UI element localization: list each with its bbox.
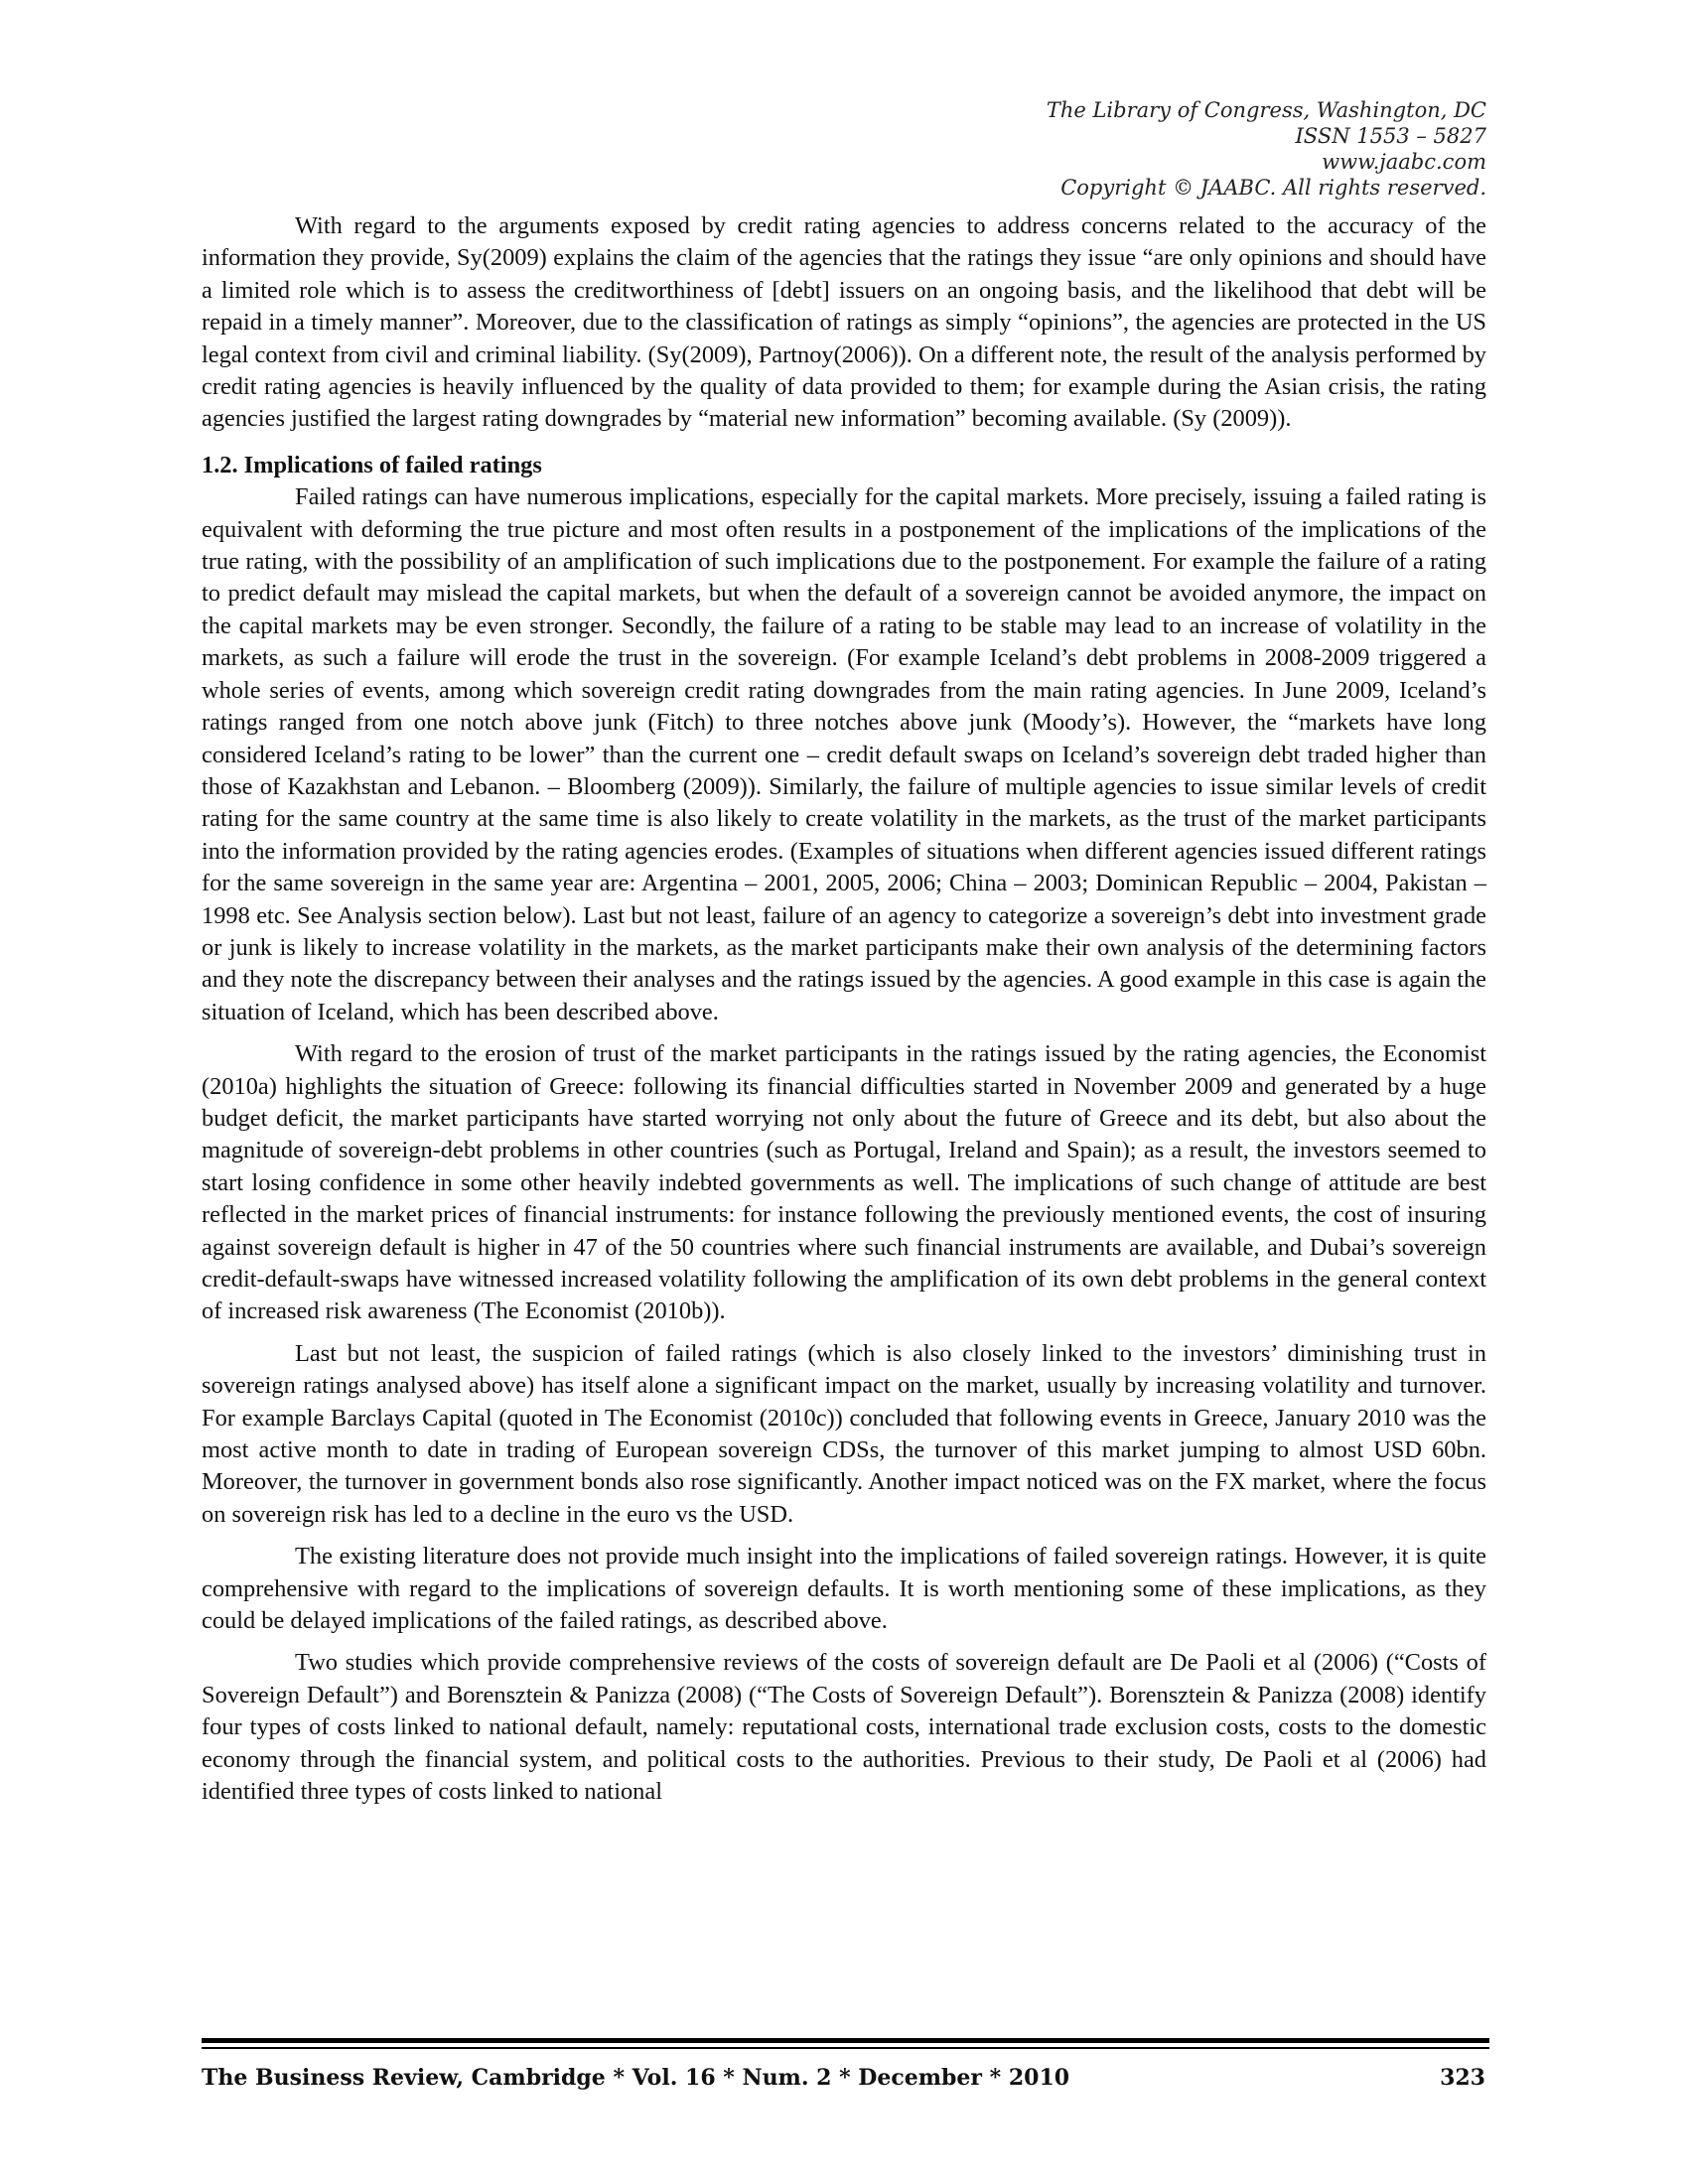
paragraph-6: Two studies which provide comprehensive reviews of the costs of sovereign default are De Paoli et al (2006) (“Costs of Sovereign Default”) and Borensztein & Panizza (2008) (“The Costs of Sovereign Default”). Borensztein & Panizza (2008) identify four types of costs linked to national default, namely: reputational costs, international trade exclusion costs, costs to the domestic economy through the financial system, and political costs to the authorities. Previous to their study, De Paoli et al (2006) had identified three types of costs linked to national xyxy=(202,1649,1486,1806)
page-number: 323 xyxy=(1440,2065,1485,2091)
paragraph-5: The existing literature does not provide much insight into the implications of failed sovereign ratings. However, it is quite comprehensive with regard to the implications of sovereign defaults. It is worth mentioning some of these implications, as they could be delayed implications of the failed ratings, as described above. xyxy=(202,1543,1486,1635)
footer-journal-info: The Business Review, Cambridge * Vol. 16 * Num. 2 * December * 2010 xyxy=(202,2065,1070,2091)
section-heading: 1.2. Implications of failed ratings xyxy=(202,451,542,478)
paragraph-3: With regard to the erosion of trust of the market participants in the ratings issued by the rating agencies, the Economist (2010a) highlights the situation of Greece: following its financial difficulties started in November 2009 and generated by a huge budget deficit, the market participants have started worrying not only about the future of Greece and its debt, but also about the magnitude of sovereign-debt problems in other countries (such as Portugal, Ireland and Spain); as a result, the investors seemed to start losing confidence in some other heavily indebted governments as well. The implications of such change of attitude are best reflected in the market prices of financial instruments: for instance following the previously mentioned events, the cost of insuring against sovereign default is higher in 47 of the 50 countries where such financial instruments are available, and Dubai’s sovereign credit-default-swaps have witnessed increased volatility following the amplification of its own debt problems in the general context of increased risk awareness (The Economist (2010b)). xyxy=(202,1040,1486,1325)
header-line-issn: ISSN 1553 – 5827 xyxy=(1295,124,1486,148)
paragraph-2: Failed ratings can have numerous implications, especially for the capital markets. More precisely, issuing a failed rating is equivalent with deforming the true picture and most often results in a postponement of the implications of the implications of the true rating, with the possibility of an amplification of such implications due to the postponement. For example the failure of a rating to predict default may mislead the capital markets, but when the default of a sovereign cannot be avoided anymore, the impact on the capital markets may be even stronger. Secondly, the failure of a rating to be stable may lead to an increase of volatility in the markets, as such a failure will erode the trust in the sovereign. (For example Iceland’s debt problems in 2008-2009 triggered a whole series of events, among which sovereign credit rating downgrades from the main rating agencies. In June 2009, Iceland’s ratings ranged from one notch above junk (Fitch) to three notches above junk (Moody’s). However, the “markets have long considered Iceland’s rating to be lower” than the current one – credit default swaps on Iceland’s sovereign debt traded higher than those of Kazakhstan and Lebanon. – Bloomberg (2009)). Similarly, the failure of multiple agencies to issue similar levels of credit rating for the same country at the same time is also likely to create volatility in the markets, as the trust of the market participants into the information provided by the rating agencies erodes. (Examples of situations when different agencies issued different ratings for the same sovereign in the same year are: Argentina – 2001, 2005, 2006; China – 2003; Dominican Republic – 2004, Pakistan – 1998 etc. See Analysis section below). Last but not least, failure of an agency to categorize a sovereign’s debt into investment grade or junk is likely to increase volatility in the markets, as the market participants make their own analysis of the determining factors and they note the discrepancy between their analyses and the ratings issued by the agencies. A good example in this case is again the situation of Iceland, which has been described above. xyxy=(202,483,1486,1025)
header-line-website: www.jaabc.com xyxy=(1322,150,1486,174)
header-line-copyright: Copyright © JAABC. All rights reserved. xyxy=(1060,176,1486,200)
paragraph-1: With regard to the arguments exposed by credit rating agencies to address concerns related to the accuracy of the information they provide, Sy(2009) explains the claim of the agencies that the ratings they issue “are only opinions and should have a limited role which is to assess the creditworthiness of [debt] issuers on an ongoing basis, and the likelihood that debt will be repaid in a timely manner”. Moreover, due to the classification of ratings as simply “opinions”, the agencies are protected in the US legal context from civil and criminal liability. (Sy(2009), Partnoy(2006)). On a different note, the result of the analysis performed by credit rating agencies is heavily influenced by the quality of data provided to them; for example during the Asian crisis, the rating agencies justified the largest rating downgrades by “material new information” becoming available. (Sy (2009)). xyxy=(202,212,1486,433)
article-body xyxy=(202,210,1486,1819)
paragraph-4: Last but not least, the suspicion of failed ratings (which is also closely linked to the investors’ diminishing trust in sovereign ratings analysed above) has itself alone a significant impact on the market, usually by increasing volatility and turnover. For example Barclays Capital (quoted in The Economist (2010c)) concluded that following events in Greece, January 2010 was the most active month to date in trading of European sovereign CDSs, the turnover of this market jumping to almost USD 60bn. Moreover, the turnover in government bonds also rose significantly. Another impact noticed was on the FX market, where the focus on sovereign risk has led to a decline in the euro vs the USD. xyxy=(202,1339,1486,1528)
header-line-library: The Library of Congress, Washington, DC xyxy=(1046,98,1486,122)
footer-rule-thin xyxy=(202,2047,1489,2049)
footer-rule-thick xyxy=(202,2038,1489,2043)
journal-header xyxy=(891,97,1486,201)
